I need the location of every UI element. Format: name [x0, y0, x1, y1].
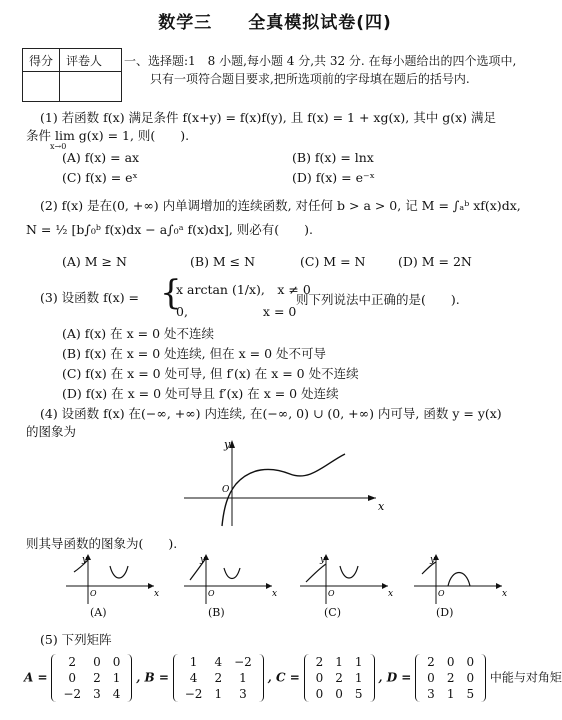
q1-lim-subscript: x→0 [50, 142, 67, 151]
q4-stem-line1: (4) 设函数 f(x) 在(−∞, +∞) 内连续, 在(−∞, 0) ∪ (0, +∞) 内可导, 函数 y = y(x) [40, 406, 502, 421]
q3-brace: { [160, 273, 182, 313]
q4-option-b-label: (B) [208, 606, 225, 619]
q1-option-c: (C) f(x) = eˣ [62, 170, 138, 185]
svg-text:x: x [388, 589, 394, 599]
matrix-c-label: , C = [267, 670, 300, 685]
score-box [22, 48, 122, 102]
q4-option-c-label: (C) [324, 606, 341, 619]
q4-stem-line2: 的图象为 [26, 424, 77, 439]
curve-y-of-x [222, 454, 345, 526]
x-axis-label: x [378, 500, 385, 513]
q4-option-a-label: (A) [90, 606, 107, 619]
matrix-d-label: , D = [378, 670, 412, 685]
q4-main-graph [180, 436, 390, 528]
q3-stem-prefix: (3) 设函数 f(x) = [40, 290, 140, 305]
q4-option-b-graph [180, 552, 280, 610]
matrix-b-label: , B = [136, 670, 169, 685]
q3-option-c: (C) f(x) 在 x = 0 处可导, 但 f′(x) 在 x = 0 处不连续 [62, 366, 359, 381]
svg-text:x: x [272, 589, 278, 599]
q1-stem-line2: 条件 lim g(x) = 1, 则( ). [26, 128, 190, 143]
svg-text:y: y [430, 555, 436, 565]
svg-text:y: y [200, 555, 206, 565]
section-heading: 一、选择题:1 8 小题,每小题 4 分,共 32 分. 在每小题给出的四个选项中, [124, 54, 517, 68]
origin-label: O [222, 485, 230, 495]
q2-option-a: (A) M ≥ N [62, 254, 127, 269]
q3-case-2: 0, x = 0 [176, 304, 297, 319]
section-heading-cont: 只有一项符合题目要求,把所选项前的字母填在题后的括号内. [150, 72, 470, 86]
q3-option-b: (B) f(x) 在 x = 0 处连续, 但在 x = 0 处不可导 [62, 346, 327, 361]
q2-option-b: (B) M ≤ N [190, 254, 256, 269]
x-axis-arrow [368, 495, 376, 501]
svg-text:O: O [328, 589, 335, 598]
q5-matrices [24, 654, 562, 702]
q1-option-b: (B) f(x) = lnx [292, 150, 374, 165]
q4-option-d-graph [410, 552, 510, 610]
svg-text:O: O [90, 589, 97, 598]
svg-text:y: y [82, 555, 88, 565]
grader-label: 评卷人 [66, 54, 103, 68]
q2-option-c: (C) M = N [300, 254, 366, 269]
matrix-d: 2 0 0 0 2 0 3 1 5 [415, 654, 486, 702]
q2-stem-line2: N = ½ [b∫₀ᵇ f(x)dx − a∫₀ᵃ f(x)dx], 则必有( ). [26, 222, 314, 237]
q1-stem-line1: (1) 若函数 f(x) 满足条件 f(x+y) = f(x)f(y), 且 f(x) = 1 + xg(x), 其中 g(x) 满足 [40, 110, 496, 125]
svg-text:x: x [154, 589, 160, 599]
matrix-b: 1 4 −2 4 2 1 −2 1 3 [173, 654, 264, 702]
q4-option-a-graph [62, 552, 162, 610]
q3-stem-suffix: 则下列说法中正确的是( ). [296, 292, 460, 307]
q2-option-d: (D) M = 2N [398, 254, 472, 269]
q5-tail-text: 中能与对角矩 [489, 670, 562, 685]
matrix-a-label: A = [24, 670, 48, 685]
matrix-a: 2 0 0 0 2 1 −2 3 4 [51, 654, 132, 702]
q5-stem: (5) 下列矩阵 [40, 632, 112, 647]
q4-option-c-graph [296, 552, 396, 610]
q1-option-d: (D) f(x) = e⁻ˣ [292, 170, 375, 185]
page-title: 数学三 全真模拟试卷(四) [158, 13, 392, 33]
q3-option-a: (A) f(x) 在 x = 0 处不连续 [62, 326, 215, 341]
q4-option-d-label: (D) [436, 606, 454, 619]
q4-stem-line3: 则其导函数的图象为( ). [26, 536, 178, 551]
svg-text:O: O [208, 589, 215, 598]
q1-option-a: (A) f(x) = ax [62, 150, 140, 165]
q2-stem-line1: (2) f(x) 是在(0, +∞) 内单调增加的连续函数, 对任何 b > a > 0, 记 M = ∫ₐᵇ xf(x)dx, [40, 198, 521, 213]
score-label: 得分 [29, 54, 54, 68]
matrix-c: 2 1 1 0 2 1 0 0 5 [304, 654, 375, 702]
q3-case-1: x arctan (1/x), x ≠ 0 [176, 282, 311, 297]
svg-text:x: x [502, 589, 508, 599]
svg-text:y: y [320, 555, 326, 565]
y-axis-label: y [224, 438, 231, 451]
q3-option-d: (D) f(x) 在 x = 0 处可导且 f′(x) 在 x = 0 处连续 [62, 386, 339, 401]
svg-text:O: O [438, 589, 445, 598]
